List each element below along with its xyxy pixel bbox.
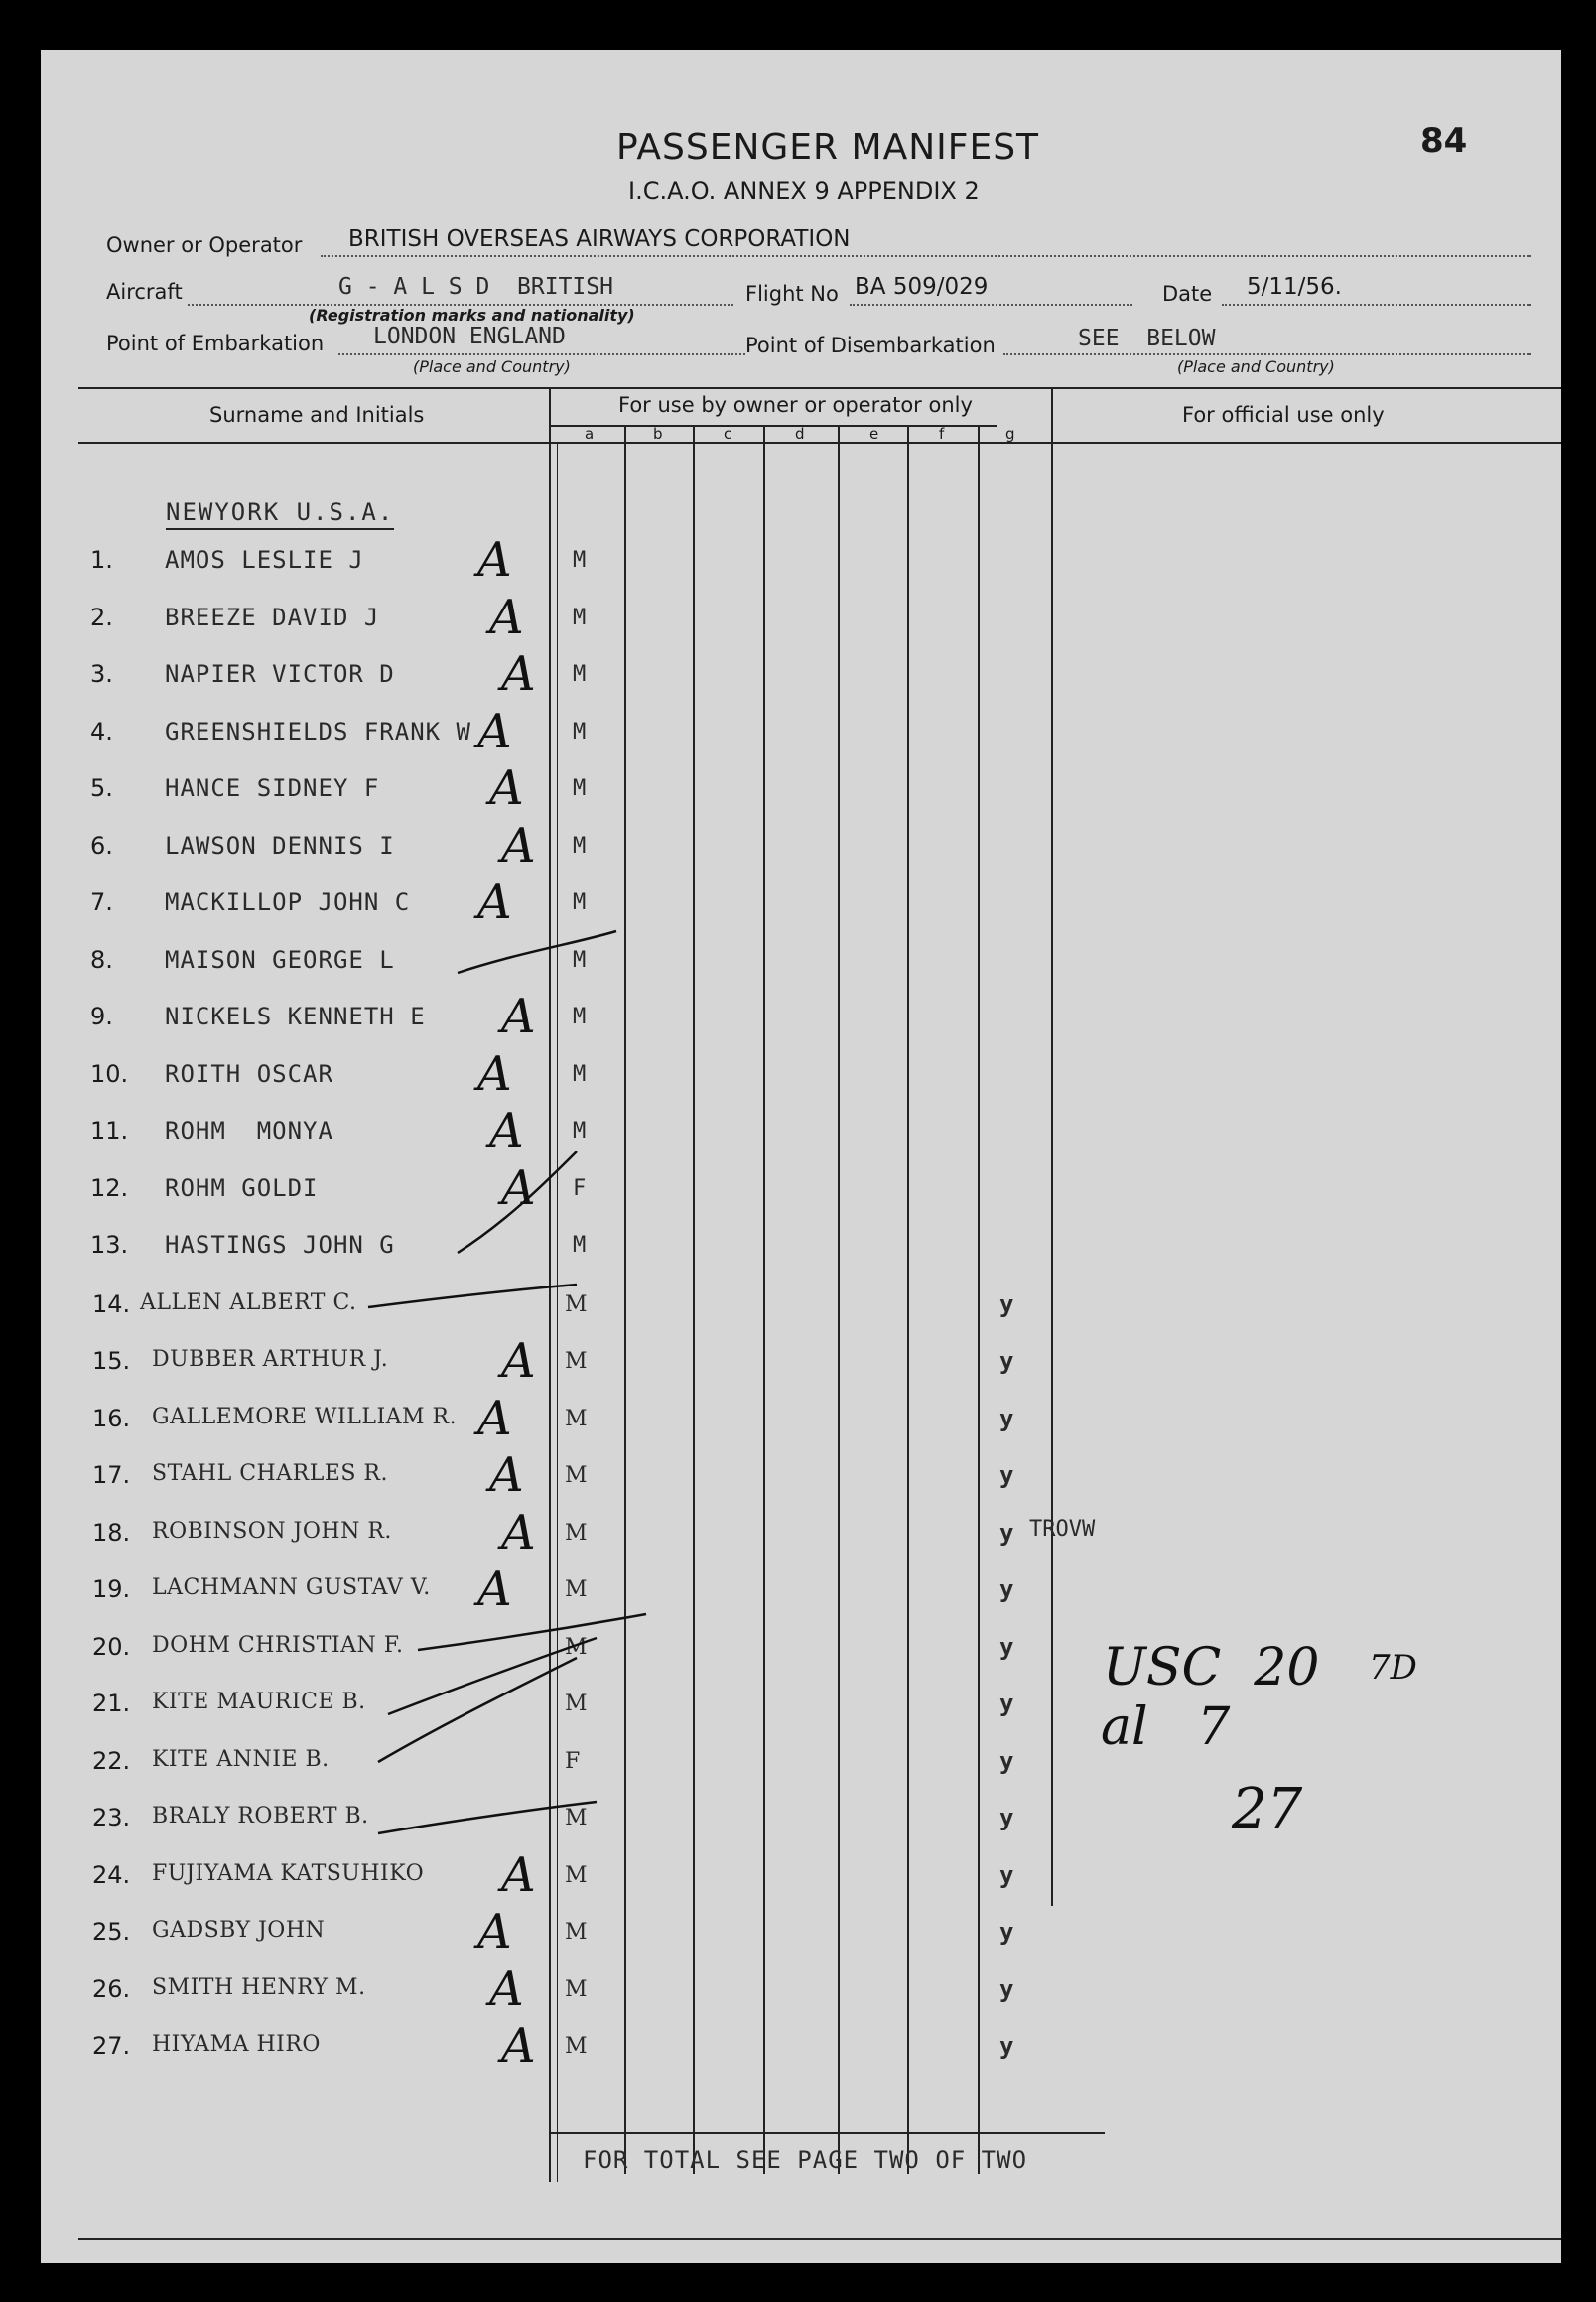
g-column-mark: y	[999, 1861, 1014, 1889]
passenger-name: LAWSON DENNIS I	[165, 832, 395, 860]
sex-code: M	[565, 1806, 588, 1830]
handwritten-check-mark: A	[489, 760, 524, 816]
strike-row-22	[378, 1658, 577, 1762]
row-number: 26.	[92, 1975, 131, 2003]
passenger-name: GREENSHIELDS FRANK W	[165, 718, 471, 745]
handwritten-check-mark: A	[489, 1962, 524, 2017]
g-column-mark: y	[999, 1633, 1014, 1661]
passenger-name: ROHM GOLDI	[165, 1174, 319, 1202]
handwritten-check-mark: A	[501, 1333, 536, 1389]
strike-row-20	[418, 1614, 646, 1650]
embark-value: LONDON ENGLAND	[373, 324, 566, 349]
passenger-name: HANCE SIDNEY F	[165, 774, 380, 802]
passenger-name: SMITH HENRY M.	[152, 1975, 366, 2000]
g-column-mark: y	[999, 1347, 1014, 1375]
row-number: 11.	[90, 1117, 129, 1145]
date-value: 5/11/56.	[1247, 274, 1342, 300]
sex-code: M	[573, 776, 587, 801]
row-number: 3.	[90, 660, 113, 688]
passenger-name: MACKILLOP JOHN C	[165, 888, 411, 916]
handwritten-check-mark: A	[501, 2018, 536, 2074]
embark-note: (Place and Country)	[413, 357, 571, 376]
handwritten-check-mark: A	[477, 1046, 512, 1102]
date-label: Date	[1162, 282, 1213, 306]
handwritten-check-mark: A	[477, 1391, 512, 1446]
sex-code: M	[565, 1692, 588, 1716]
handwritten-check-mark: A	[489, 590, 524, 645]
g-column-mark: y	[999, 2032, 1014, 2060]
passenger-name: DOHM CHRISTIAN F.	[152, 1633, 404, 1658]
footer-note: FOR TOTAL SEE PAGE TWO OF TWO	[583, 2146, 1028, 2174]
sex-code: M	[573, 1233, 587, 1258]
sex-code: F	[565, 1749, 581, 1774]
strike-row-23	[378, 1802, 597, 1833]
sex-code: M	[573, 1005, 587, 1029]
handwritten-strokes	[41, 50, 1561, 2263]
row-number: 17.	[92, 1461, 131, 1489]
handwritten-check-mark: A	[477, 704, 512, 759]
aircraft-note: (Registration marks and nationality)	[309, 306, 635, 325]
sex-code: M	[573, 720, 587, 745]
owner-value: BRITISH OVERSEAS AIRWAYS CORPORATION	[348, 226, 851, 252]
passenger-name: HASTINGS JOHN G	[165, 1231, 395, 1259]
row-number: 24.	[92, 1861, 131, 1889]
row-number: 1.	[90, 546, 113, 574]
handwritten-check-mark: A	[477, 875, 512, 930]
owner-label: Owner or Operator	[106, 233, 303, 257]
sex-code: M	[565, 1463, 588, 1488]
row-number: 14.	[92, 1290, 131, 1318]
g-column-mark: y	[999, 1690, 1014, 1717]
row-number: 23.	[92, 1804, 131, 1831]
passenger-name: ALLEN ALBERT C.	[140, 1290, 357, 1315]
passenger-name: BRALY ROBERT B.	[152, 1804, 369, 1828]
row-number: 8.	[90, 946, 113, 974]
passenger-name: FUJIYAMA KATSUHIKO	[152, 1861, 425, 1886]
subcol-g: g	[1005, 425, 1015, 443]
g-column-mark: y	[999, 1804, 1014, 1831]
disembark-value: SEE BELOW	[1078, 326, 1216, 351]
subcol-b: b	[653, 425, 663, 443]
passenger-name: DUBBER ARTHUR J.	[152, 1347, 389, 1372]
row-number: 15.	[92, 1347, 131, 1375]
passenger-name: LACHMANN GUSTAV V.	[152, 1575, 431, 1600]
passenger-name: ROITH OSCAR	[165, 1060, 333, 1088]
manifest-sheet	[41, 50, 1561, 2263]
g-column-mark: y	[999, 1405, 1014, 1432]
row-number: 10.	[90, 1060, 129, 1088]
embark-label: Point of Embarkation	[106, 332, 325, 355]
row-number: 7.	[90, 888, 113, 916]
g-column-mark: y	[999, 1290, 1014, 1318]
flight-label: Flight No	[745, 282, 839, 306]
sex-code: M	[565, 1977, 588, 2002]
handwritten-check-mark: A	[501, 989, 536, 1044]
strike-row-14	[368, 1285, 577, 1307]
row-number: 9.	[90, 1003, 113, 1030]
row-number: 25.	[92, 1918, 131, 1946]
subcol-c: c	[724, 425, 732, 443]
passenger-name: GALLEMORE WILLIAM R.	[152, 1405, 458, 1429]
g-column-mark: y	[999, 1519, 1014, 1547]
col-header-official: For official use only	[1182, 403, 1385, 427]
sex-code: M	[565, 1349, 588, 1374]
annotation-line1: USC 20	[1103, 1638, 1320, 1697]
handwritten-check-mark: A	[501, 818, 536, 874]
passenger-name: ROBINSON JOHN R.	[152, 1519, 392, 1544]
passenger-name: BREEZE DAVID J	[165, 604, 380, 631]
row-number: 22.	[92, 1747, 131, 1775]
sex-code: M	[573, 662, 587, 687]
passenger-name: NICKELS KENNETH E	[165, 1003, 426, 1030]
handwritten-check-mark: A	[489, 1103, 524, 1158]
sex-code: M	[573, 890, 587, 915]
sex-code: M	[573, 948, 587, 973]
row-remark: TROVW	[1029, 1517, 1096, 1542]
row-number: 12.	[90, 1174, 129, 1202]
row-number: 18.	[92, 1519, 131, 1547]
sex-code: M	[573, 606, 587, 630]
sex-code: M	[565, 1920, 588, 1945]
page-title: PASSENGER MANIFEST	[616, 127, 1040, 168]
g-column-mark: y	[999, 1575, 1014, 1603]
handwritten-check-mark: A	[501, 646, 536, 702]
section-heading: NEWYORK U.S.A.	[166, 498, 394, 530]
annotation-line2: al 7	[1101, 1697, 1231, 1757]
row-number: 21.	[92, 1690, 131, 1717]
sex-code: M	[565, 1577, 588, 1602]
row-number: 4.	[90, 718, 113, 745]
passenger-name: NAPIER VICTOR D	[165, 660, 395, 688]
sex-code: M	[565, 1521, 588, 1546]
flight-value: BA 509/029	[855, 274, 989, 300]
sex-code: M	[565, 1292, 588, 1317]
disembark-label: Point of Disembarkation	[745, 334, 996, 357]
handwritten-check-mark: A	[501, 1847, 536, 1903]
sex-code: M	[565, 1863, 588, 1888]
sex-code: F	[573, 1176, 587, 1201]
disembark-note: (Place and Country)	[1177, 357, 1335, 376]
passenger-name: GADSBY JOHN	[152, 1918, 326, 1943]
strike-row-8	[458, 931, 616, 973]
subcol-a: a	[585, 425, 595, 443]
g-column-mark: y	[999, 1747, 1014, 1775]
sex-code: M	[565, 2034, 588, 2059]
row-number: 2.	[90, 604, 113, 631]
page-subtitle: I.C.A.O. ANNEX 9 APPENDIX 2	[628, 177, 980, 204]
passenger-name: AMOS LESLIE J	[165, 546, 364, 574]
sex-code: M	[565, 1407, 588, 1431]
handwritten-check-mark: A	[477, 532, 512, 588]
aircraft-value: G - A L S D BRITISH	[338, 274, 613, 300]
passenger-name: ROHM MONYA	[165, 1117, 333, 1145]
subcol-d: d	[795, 425, 805, 443]
handwritten-check-mark: A	[489, 1447, 524, 1503]
row-number: 19.	[92, 1575, 131, 1603]
strike-row-13	[458, 1151, 577, 1253]
page-number: 84	[1420, 121, 1468, 161]
row-number: 5.	[90, 774, 113, 802]
subcol-f: f	[939, 425, 945, 443]
passenger-name: KITE MAURICE B.	[152, 1690, 366, 1714]
handwritten-check-mark: A	[477, 1904, 512, 1960]
passenger-name: MAISON GEORGE L	[165, 946, 395, 974]
passenger-name: STAHL CHARLES R.	[152, 1461, 388, 1486]
handwritten-check-mark: A	[501, 1160, 536, 1216]
row-number: 6.	[90, 832, 113, 860]
sex-code: M	[573, 1119, 587, 1144]
passenger-name: KITE ANNIE B.	[152, 1747, 330, 1772]
passenger-name: HIYAMA HIRO	[152, 2032, 321, 2057]
subcol-e: e	[869, 425, 879, 443]
sex-code: M	[573, 1062, 587, 1087]
row-number: 27.	[92, 2032, 131, 2060]
aircraft-label: Aircraft	[106, 280, 183, 304]
handwritten-check-mark: A	[477, 1561, 512, 1617]
sex-code: M	[573, 834, 587, 859]
g-column-mark: y	[999, 1975, 1014, 2003]
g-column-mark: y	[999, 1461, 1014, 1489]
row-number: 16.	[92, 1405, 131, 1432]
sex-code: M	[565, 1635, 588, 1660]
annotation-line1b: 7D	[1369, 1648, 1417, 1688]
sex-code: M	[573, 548, 587, 573]
col-header-surname: Surname and Initials	[209, 403, 425, 427]
handwritten-check-mark: A	[501, 1505, 536, 1560]
g-column-mark: y	[999, 1918, 1014, 1946]
annotation-line3: 27	[1232, 1777, 1303, 1841]
row-number: 13.	[90, 1231, 129, 1259]
row-number: 20.	[92, 1633, 131, 1661]
col-header-owner: For use by owner or operator only	[618, 393, 973, 417]
